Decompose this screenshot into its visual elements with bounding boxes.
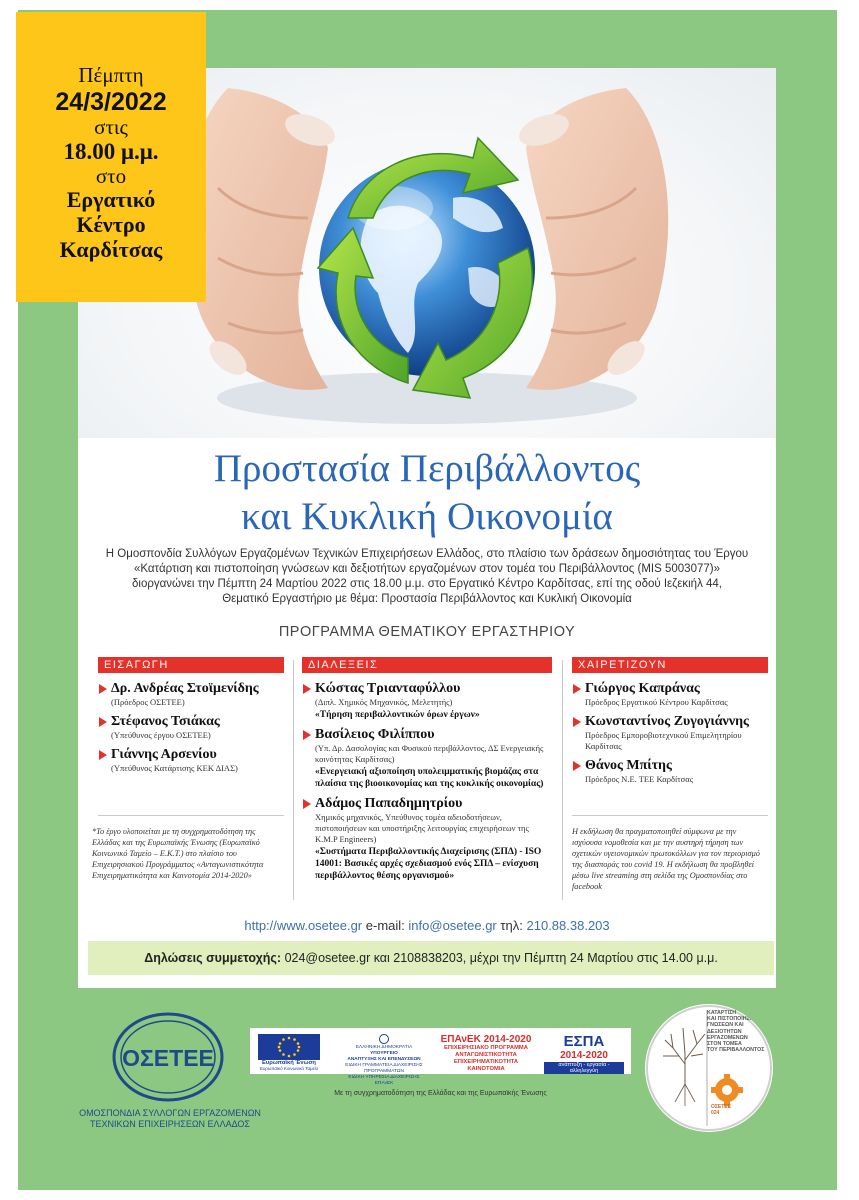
espa-tagline: ανάπτυξη - εργασία - αλληλεγγύη [544, 1062, 624, 1074]
title-line1: Προστασία Περιβάλλοντος [213, 447, 641, 490]
cofunding-note: *Το έργο υλοποιείται με τη συγχρηματοδότηση της Ελλάδας και της Ευρωπαϊκής Ένωσης (Ευρωπαϊκό Κοινωνικό Ταμείο – Ε.Κ.Τ.) στο πλαίσιο του Επιχειρησιακού Προγράμματος «Ανταγωνιστικότητα Επιχειρηματικότητα και Καινοτομία 2014-2020» [92, 827, 264, 880]
event-day: Πέμπτη [78, 63, 144, 87]
epanek-line1: ΕΠΙΧΕΙΡΗΣΙΑΚΟ ΠΡΟΓΡΑΜΜΑ [444, 1045, 528, 1051]
ministry-line1: ΕΛΛΗΝΙΚΗ ΔΗΜΟΚΡΑΤΙΑ [355, 1045, 413, 1050]
list-item [302, 681, 552, 721]
triangle-bullet-icon [573, 717, 581, 727]
list-item [302, 727, 552, 790]
intro-line3: διοργανώνει την Πέμπτη 24 Μαρτίου 2022 στις 18.00 μ.μ. στο Εργατικό Κέντρο Καρδίτσας, επί της οδού Ιεζεκιήλ 44, [132, 578, 722, 590]
column-greetings-heading: ΧΑΙΡΕΤΙΖΟΥΝ [572, 657, 768, 673]
registration-label: Δηλώσεις συμμετοχής: [144, 951, 282, 965]
triangle-bullet-icon [573, 761, 581, 771]
ministry-line4: ΕΙΔΙΚΗ ΓΡΑΜΜΑΤΕΙΑ ΔΙΑΧΕΙΡΙΣΗΣ ΠΡΟΓΡΑΜΜΑΤΩΝ [345, 1063, 423, 1074]
eu-subtitle: Ευρωπαϊκό Κοινωνικό Ταμείο [259, 1066, 319, 1071]
speaker-role: (Πρόεδρος ΟΣΕΤΕΕ) [111, 697, 185, 707]
triangle-bullet-icon [303, 799, 311, 809]
event-venue-line3: Καρδίτσας [59, 236, 163, 262]
note-divider [98, 815, 284, 816]
badge-line2: ΚΑΙ ΠΙΣΤΟΠΟΙΗΣΗ [707, 1016, 754, 1023]
osetee-emblem-icon [112, 1012, 224, 1102]
health-note: Η εκδήλωση θα πραγματοποιηθεί σύμφωνα με την ισχύουσα νομοθεσία και με την αυστηρή τήρηση των σχετικών υγειονομικών πρωτοκόλλων για τον περιορισμό της διασποράς του covid 19. Η εκδήλωση θα προβληθεί μέσω live streaming στη σελίδα της Ομοσπονδίας στο facebook [572, 827, 760, 891]
list-item [98, 681, 284, 708]
talk-title: «Συστήματα Περιβαλλοντικής Διαχείρισης (ΣΠΔ) - ISO 14001: Βασικές αρχές σχεδιασμού ενός ΣΠΔ – ενίσχυση περιβάλλοντος θέσης οργανισμού» [315, 847, 542, 881]
speaker-name: Γιώργος Καπράνας [585, 681, 700, 696]
column-divider [562, 660, 563, 900]
list-item [98, 747, 284, 774]
list-item [98, 714, 284, 741]
intro-line2: «Κατάρτιση και πιστοποίηση γνώσεων και δεξιοτήτων εργαζομένων στον τομέα του Περιβάλλοντος (MIS 5003077)» [133, 563, 720, 575]
espa-years: 2014-2020 [560, 1050, 608, 1061]
column-intro [98, 657, 284, 780]
epanek-line2: ΑΝΤΑΓΩΝΙΣΤΙΚΟΤΗΤΑ [455, 1052, 517, 1058]
speaker-role: (Υπ. Δρ. Δασολογίας και Φυσικού περιβάλλοντος, ΔΣ Ενεργειακής κοινότητας Καρδίτσας) [315, 743, 544, 764]
triangle-bullet-icon [303, 684, 311, 694]
column-greetings [572, 657, 768, 791]
eu-title: Ευρωπαϊκή Ένωση [262, 1060, 316, 1066]
osetee-name-line2: ΤΕΧΝΙΚΩΝ ΕΠΙΧΕΙΡΗΣΕΩΝ ΕΛΛΑΔΟΣ [90, 1119, 250, 1129]
ministry-line3: ΑΝΑΠΤΥΞΗΣ ΚΑΙ ΕΠΕΝΔΥΣΕΩΝ [347, 1057, 421, 1062]
speaker-name: Κωνσταντίνος Ζυγογιάννης [585, 714, 749, 729]
badge-line4: ΔΕΞΙΟΤΗΤΩΝ [707, 1028, 742, 1035]
column-talks [302, 657, 552, 888]
speaker-role: (Υπεύθυνος έργου ΟΣΕΤΕΕ) [111, 730, 211, 740]
list-item [572, 758, 768, 785]
badge-line5: ΕΡΓΑΖΟΜΕΝΩΝ [707, 1034, 748, 1041]
greek-emblem-icon [379, 1034, 389, 1044]
event-in: στο [95, 163, 127, 188]
list-item [572, 714, 768, 752]
speaker-role: Πρόεδρος Εμποροβιοτεχνικού Επιμελητηρίου Καρδίτσας [585, 730, 742, 751]
column-talks-heading: ΔΙΑΛΕΞΕΙΣ [302, 657, 552, 673]
registration-text: 024@osetee.gr και 2108838203, μέχρι την Πέμπτη 24 Μαρτίου στις 14.00 μ.μ. [284, 951, 718, 965]
phone-label: τηλ: [500, 918, 523, 933]
website-link[interactable]: http://www.osetee.gr [244, 918, 363, 933]
eu-flag-icon [258, 1034, 320, 1060]
badge-foot2: 024 [711, 1110, 720, 1116]
speaker-name: Θάνος Μπίτης [585, 758, 672, 773]
talk-title: «Τήρηση περιβαλλοντικών όρων έργων» [315, 710, 480, 720]
title-line2: και Κυκλική Οικονομία [241, 495, 613, 538]
email-link[interactable]: info@osetee.gr [408, 918, 497, 933]
event-venue-line1: Εργατικό [66, 187, 156, 213]
badge-line1: ΚΑΤΑΡΤΙΣΗ [707, 1010, 737, 1016]
eu-logo [258, 1034, 320, 1071]
column-divider [293, 660, 294, 900]
talk-title: «Ενεργειακή αξιοποίηση υπολειμματικής βιομάζας στα πλαίσια της βιοοικονομίας και της κυκλικής οικονομίας) [315, 767, 544, 789]
espa-logo [544, 1033, 624, 1074]
badge-line6: ΣΤΟΝ ΤΟΜΕΑ [707, 1041, 742, 1048]
intro-line1: Η Ομοσπονδία Συλλόγων Εργαζομένων Τεχνικών Επιχειρήσεων Ελλάδος, στο πλαίσιο των δράσεων δημοσιότητας του Έργου [105, 548, 749, 560]
speaker-role: (Υπεύθυνος Κατάρτισης ΚΕΚ ΔΙΑΣ) [111, 763, 238, 773]
speaker-name: Βασίλειος Φιλίππου [315, 727, 435, 742]
badge-text [707, 1010, 771, 1053]
epanek-logo [436, 1034, 536, 1072]
epanek-title: ΕΠΑνΕΚ 2014-2020 [440, 1034, 532, 1045]
osetee-name [70, 1108, 270, 1130]
triangle-bullet-icon [99, 750, 107, 760]
triangle-bullet-icon [99, 717, 107, 727]
event-date: 24/3/2022 [55, 87, 167, 116]
epanek-line4: ΚΑΙΝΟΤΟΜΙΑ [467, 1066, 505, 1072]
triangle-bullet-icon [303, 730, 311, 740]
phone-number: 210.88.38.203 [526, 918, 610, 933]
ministry-logo [340, 1034, 428, 1086]
column-intro-heading: ΕΙΣΑΓΩΓΗ [98, 657, 284, 673]
speaker-name: Αδάμος Παπαδημητρίου [315, 796, 463, 811]
ministry-line2: ΥΠΟΥΡΓΕΙΟ [370, 1051, 398, 1056]
osetee-name-line1: ΟΜΟΣΠΟΝΔΙΑ ΣΥΛΛΟΓΩΝ ΕΡΓΑΖΟΜΕΝΩΝ [79, 1108, 261, 1118]
triangle-bullet-icon [99, 684, 107, 694]
event-at: στις [94, 114, 128, 139]
intro-paragraph [100, 547, 754, 607]
poster-title [78, 445, 776, 541]
note-divider [572, 815, 768, 816]
ministry-line5: ΕΙΔΙΚΗ ΥΠΗΡΕΣΙΑ ΔΙΑΧΕΙΡΙΣΗΣ ΕΠΑνΕΚ [348, 1075, 420, 1086]
espa-title: ΕΣΠΑ [563, 1033, 605, 1050]
speaker-role: Πρόεδρος Ν.Ε. ΤΕΕ Καρδίτσας [585, 774, 694, 784]
speaker-name: Δρ. Ανδρέας Στοϊμενίδης [111, 681, 259, 696]
project-badge [645, 1004, 773, 1132]
list-item [302, 796, 552, 882]
event-time: 18.00 μ.μ. [63, 139, 159, 165]
intro-line4: Θεματικό Εργαστήριο με θέμα: Προστασία Περιβάλλοντος και Κυκλική Οικονομία [222, 593, 632, 605]
event-datebox [16, 12, 206, 302]
email-label: e-mail: [365, 918, 405, 933]
contact-line [78, 918, 776, 933]
speaker-name: Κώστας Τριανταφύλλου [315, 681, 461, 696]
badge-line3: ΓΝΩΣΕΩΝ ΚΑΙ [707, 1022, 744, 1029]
badge-foot1: ΟΣΕΤΕΕ [711, 1104, 731, 1110]
triangle-bullet-icon [573, 684, 581, 694]
speaker-role: (Διπλ. Χημικός Μηχανικός, Μελετητής) [315, 697, 453, 707]
logo-acronym: ΟΣΕΤΕΕ [122, 1045, 214, 1071]
list-item [572, 681, 768, 708]
badge-line7: ΤΟΥ ΠΕΡΙΒΑΛΛΟΝΤΟΣ [707, 1047, 765, 1054]
speaker-name: Γιάννης Αρσενίου [111, 747, 217, 762]
epanek-line3: ΕΠΙΧΕΙΡΗΜΑΤΙΚΟΤΗΤΑ [453, 1059, 519, 1065]
speaker-name: Στέφανος Τσιάκας [111, 714, 220, 729]
osetee-logo [112, 1012, 224, 1102]
event-venue-line2: Κέντρο [76, 211, 146, 237]
cofunding-caption: Με τη συγχρηματοδότηση της Ελλάδας και της Ευρωπαϊκής Ένωσης [334, 1090, 547, 1097]
speaker-role: Χημικός μηχανικός, Υπεύθυνος τομέα αδειοδοτήσεων, πιστοποιήσεων και υποστήριξης λειτουργίας επιχειρήσεων της K.M.P Engineers) [315, 812, 529, 844]
speaker-role: Πρόεδρος Εργατικού Κέντρου Καρδίτσας [585, 697, 728, 707]
registration-bar [88, 941, 774, 975]
badge-footer [711, 1104, 731, 1116]
sponsor-strip [250, 1028, 631, 1086]
program-title: ΠΡΟΓΡΑΜΜΑ ΘΕΜΑΤΙΚΟΥ ΕΡΓΑΣΤΗΡΙΟΥ [278, 624, 576, 640]
